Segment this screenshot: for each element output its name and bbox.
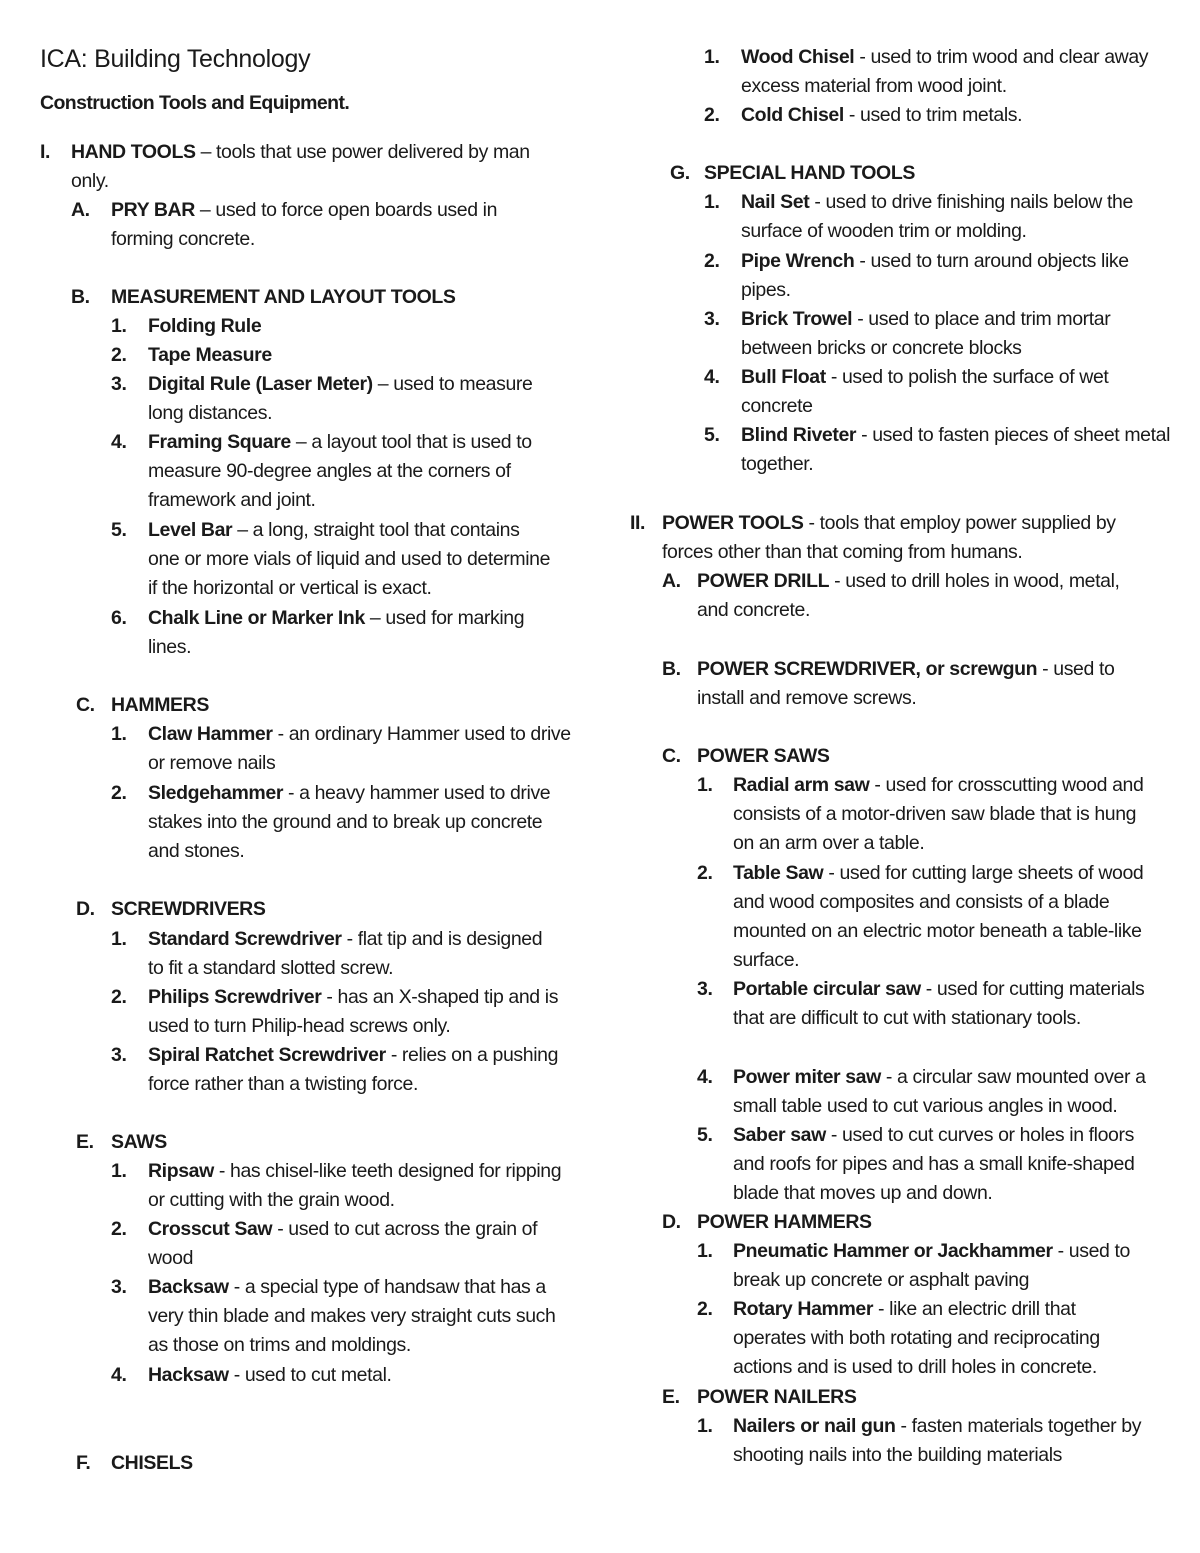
item-number: 2. [704, 250, 720, 272]
subsection-marker: G. [670, 162, 690, 184]
item-name: Power miter saw [733, 1066, 881, 1088]
list-item [704, 363, 1174, 421]
list-item [111, 604, 551, 662]
subsection-marker: E. [662, 1386, 680, 1408]
subsection-chisels-heading [76, 1449, 556, 1478]
subsection-marker: F. [76, 1452, 91, 1474]
list-item [704, 43, 1164, 101]
item-number: 1. [111, 928, 127, 950]
list-item [704, 305, 1174, 363]
item-desc: - a circular saw mounted over a small table used to cut various angles in wood. [733, 1066, 1146, 1117]
list-item [111, 516, 551, 603]
list-item [697, 1237, 1152, 1295]
list-item [111, 925, 561, 983]
item-number: 5. [697, 1124, 713, 1146]
item-name: Framing Square [148, 431, 291, 453]
item-number: 1. [111, 315, 127, 337]
subsection-heading-text: HAMMERS [111, 694, 209, 716]
item-number: 2. [111, 344, 127, 366]
item-desc: - used to fasten pieces of sheet metal together. [741, 424, 1170, 475]
item-name: Bull Float [741, 366, 826, 388]
item-desc: - used to trim metals. [843, 104, 1023, 126]
subsection-marker: A. [71, 199, 90, 221]
subsection-heading-text: SAWS [111, 1131, 167, 1153]
subsection-heading-text: MEASUREMENT AND LAYOUT TOOLS [111, 286, 456, 308]
item-name: Ripsaw [148, 1160, 214, 1182]
subsection-name: POWER DRILL [697, 570, 830, 592]
item-number: 3. [111, 1044, 127, 1066]
item-desc: – a layout tool that is used to measure 90-degree angles at the corners of framework and joint. [148, 431, 532, 511]
section-power-tools [630, 509, 1150, 567]
item-number: 2. [697, 862, 713, 884]
item-number: 4. [111, 1364, 127, 1386]
page-title: ICA: Building Technology [40, 45, 311, 73]
section-marker: II. [630, 512, 646, 534]
item-number: 1. [697, 774, 713, 796]
list-item [111, 341, 551, 370]
item-desc: - has chisel-like teeth designed for ripping or cutting with the grain wood. [148, 1160, 562, 1211]
subsection-marker: E. [76, 1131, 94, 1153]
subsection-heading-text: SCREWDRIVERS [111, 898, 266, 920]
list-item [704, 421, 1174, 479]
subsection-power-nailers-heading [662, 1383, 1142, 1412]
subsection-heading-text: POWER HAMMERS [697, 1211, 872, 1233]
item-desc: - used to polish the surface of wet concrete [741, 366, 1109, 417]
subsection-power-screwdriver [662, 655, 1142, 713]
list-item [697, 1121, 1152, 1208]
item-desc: - has an X-shaped tip and is used to turn Philip-head screws only. [148, 986, 559, 1037]
list-item [697, 975, 1152, 1033]
item-desc: - a heavy hammer used to drive stakes into the ground and to break up concrete and stones. [148, 782, 551, 862]
subsection-screwdrivers-heading [76, 895, 556, 924]
subsection-desc: - used to drill holes in wood, metal, and concrete. [697, 570, 1120, 621]
item-number: 1. [111, 1160, 127, 1182]
item-desc: - used to cut metal. [228, 1364, 392, 1386]
subsection-heading-text: CHISELS [111, 1452, 193, 1474]
item-desc: – used to measure long distances. [148, 373, 533, 424]
item-number: 1. [704, 191, 720, 213]
item-desc: - used for crosscutting wood and consists of a motor-driven saw blade that is hung on an arm over a table. [733, 774, 1144, 854]
list-item [111, 312, 551, 341]
item-name: Table Saw [733, 862, 824, 884]
item-name: Nailers or nail gun [733, 1415, 896, 1437]
item-name: Wood Chisel [741, 46, 855, 68]
item-number: 4. [111, 431, 127, 453]
list-item [697, 859, 1152, 975]
list-item [111, 1215, 566, 1273]
item-name: Sledgehammer [148, 782, 284, 804]
item-name: Cold Chisel [741, 104, 844, 126]
subsection-marker: D. [76, 898, 95, 920]
subsection-saws-heading [76, 1128, 556, 1157]
list-item [111, 370, 551, 428]
item-desc: - fasten materials together by shooting nails into the building materials [733, 1415, 1142, 1466]
item-desc: - used to trim wood and clear away excess material from wood joint. [741, 46, 1149, 97]
item-name: Backsaw [148, 1276, 229, 1298]
list-item [111, 779, 571, 866]
subsection-marker: D. [662, 1211, 681, 1233]
subsection-desc: – used to force open boards used in forming concrete. [111, 199, 498, 250]
item-name: Chalk Line or Marker Ink [148, 607, 365, 629]
item-number: 4. [697, 1066, 713, 1088]
item-desc: - an ordinary Hammer used to drive or remove nails [148, 723, 571, 774]
list-item [704, 247, 1174, 305]
item-desc: - used to place and trim mortar between bricks or concrete blocks [741, 308, 1111, 359]
item-number: 2. [111, 782, 127, 804]
list-item [697, 1295, 1152, 1382]
item-number: 3. [704, 308, 720, 330]
list-item [704, 101, 1164, 130]
section-hand-tools [40, 138, 560, 196]
subsection-heading-text: SPECIAL HAND TOOLS [704, 162, 915, 184]
item-desc: - used to cut across the grain of wood [148, 1218, 538, 1269]
subsection-power-saws-heading [662, 742, 1142, 771]
section-desc: - tools that employ power supplied by forces other than that coming from humans. [662, 512, 1116, 563]
subsection-name: PRY BAR [111, 199, 195, 221]
subsection-marker: A. [662, 570, 681, 592]
item-desc: - used for cutting materials that are difficult to cut with stationary tools. [733, 978, 1145, 1029]
item-desc: - used to cut curves or holes in floors and roofs for pipes and has a small knife-shaped blade that moves up and down. [733, 1124, 1135, 1204]
subsection-heading-text: POWER SAWS [697, 745, 830, 767]
item-name: Hacksaw [148, 1364, 229, 1386]
subsection-special-hand-tools-heading [670, 159, 1150, 188]
item-name: Standard Screwdriver [148, 928, 342, 950]
list-item [111, 428, 551, 515]
subsection-marker: C. [662, 745, 681, 767]
item-number: 4. [704, 366, 720, 388]
item-number: 2. [704, 104, 720, 126]
list-item [111, 983, 561, 1041]
item-name: Pipe Wrench [741, 250, 855, 272]
section-marker: I. [40, 141, 51, 163]
item-name: Rotary Hammer [733, 1298, 874, 1320]
item-desc: - flat tip and is designed to fit a standard slotted screw. [148, 928, 543, 979]
item-name: Portable circular saw [733, 978, 921, 1000]
item-name: Saber saw [733, 1124, 826, 1146]
item-name: Tape Measure [148, 344, 272, 366]
subsection-marker: B. [71, 286, 90, 308]
subsection-marker: C. [76, 694, 95, 716]
item-desc: - used to drive finishing nails below the surface of wooden trim or molding. [741, 191, 1133, 242]
subsection-marker: B. [662, 658, 681, 680]
item-number: 3. [111, 1276, 127, 1298]
list-item [704, 188, 1174, 246]
item-desc: - used for cutting large sheets of wood and wood composites and consists of a blade mounted on an electric motor beneath a table-like surface. [733, 862, 1144, 971]
item-number: 3. [697, 978, 713, 1000]
subsection-heading-text: POWER NAILERS [697, 1386, 857, 1408]
subsection-pry-bar [71, 196, 551, 254]
section-desc: – tools that use power delivered by man only. [71, 141, 530, 192]
item-name: Nail Set [741, 191, 810, 213]
item-number: 2. [697, 1298, 713, 1320]
subsection-power-drill [662, 567, 1142, 625]
item-number: 1. [111, 723, 127, 745]
item-name: Crosscut Saw [148, 1218, 273, 1240]
item-number: 2. [111, 1218, 127, 1240]
item-name: Philips Screwdriver [148, 986, 322, 1008]
item-desc: - like an electric drill that operates with both rotating and reciprocating actions and is used to drill holes in concrete. [733, 1298, 1100, 1378]
list-item [697, 1063, 1152, 1121]
item-name: Claw Hammer [148, 723, 273, 745]
item-name: Spiral Ratchet Screwdriver [148, 1044, 386, 1066]
item-number: 1. [697, 1240, 713, 1262]
item-number: 1. [704, 46, 720, 68]
subsection-desc: - used to install and remove screws. [697, 658, 1115, 709]
list-item [111, 1041, 561, 1099]
list-item [111, 1157, 566, 1215]
item-name: Level Bar [148, 519, 233, 541]
list-item [697, 1412, 1162, 1470]
list-item [697, 771, 1152, 858]
page-subtitle: Construction Tools and Equipment. [40, 92, 350, 114]
item-number: 5. [704, 424, 720, 446]
item-desc: - relies on a pushing force rather than a twisting force. [148, 1044, 559, 1095]
item-number: 3. [111, 373, 127, 395]
item-desc: – a long, straight tool that contains one or more vials of liquid and used to determine if the horizontal or vertical is exact. [148, 519, 551, 599]
item-name: Folding Rule [148, 315, 262, 337]
item-name: Brick Trowel [741, 308, 853, 330]
item-number: 5. [111, 519, 127, 541]
list-item [111, 1273, 571, 1360]
item-name: Blind Riveter [741, 424, 857, 446]
item-desc: – used for marking lines. [148, 607, 525, 658]
list-item [111, 720, 571, 778]
subsection-measurement-heading [71, 283, 551, 312]
item-name: Pneumatic Hammer or Jackhammer [733, 1240, 1053, 1262]
item-number: 2. [111, 986, 127, 1008]
item-number: 6. [111, 607, 127, 629]
item-desc: - used to turn around objects like pipes. [741, 250, 1129, 301]
item-number: 1. [697, 1415, 713, 1437]
item-desc: - used to break up concrete or asphalt paving [733, 1240, 1130, 1291]
subsection-power-hammers-heading [662, 1208, 1142, 1237]
subsection-hammers-heading [76, 691, 556, 720]
item-name: Radial arm saw [733, 774, 870, 796]
subsection-name: POWER SCREWDRIVER, or screwgun [697, 658, 1038, 680]
item-desc: - a special type of handsaw that has a very thin blade and makes very straight cuts such as those on trims and moldings. [148, 1276, 556, 1356]
list-item [111, 1361, 566, 1390]
section-name: HAND TOOLS [71, 141, 196, 163]
section-name: POWER TOOLS [662, 512, 804, 534]
item-name: Digital Rule (Laser Meter) [148, 373, 373, 395]
